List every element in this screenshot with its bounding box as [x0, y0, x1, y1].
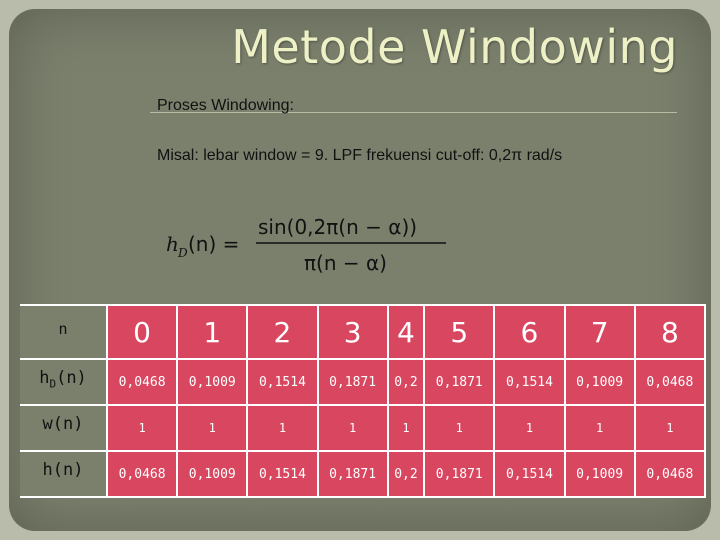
value-cell: 0,1871 — [318, 451, 388, 497]
impulse-response-formula — [166, 208, 466, 283]
n-value-cell: 8 — [635, 305, 705, 359]
row-label-hd — [20, 359, 107, 405]
value-cell: 0,1009 — [177, 359, 247, 405]
value-cell: 1 — [565, 405, 635, 451]
formula-graphic — [166, 208, 466, 283]
value-cell: 0,0468 — [107, 451, 177, 497]
n-value-cell: 1 — [177, 305, 247, 359]
value-cell: 0,1009 — [177, 451, 247, 497]
value-cell: 1 — [635, 405, 705, 451]
row-label-tail: (n) — [56, 368, 87, 388]
table-row — [20, 359, 705, 405]
table-header-row — [20, 305, 705, 359]
row-label-main: h — [39, 368, 50, 388]
window-table — [20, 304, 706, 498]
formula-lhs-sub: D — [178, 246, 188, 260]
table-row — [20, 451, 705, 497]
value-cell: 0,1009 — [565, 359, 635, 405]
n-value-cell: 7 — [565, 305, 635, 359]
value-cell: 0,1514 — [247, 451, 317, 497]
value-cell: 0,2 — [388, 359, 425, 405]
n-value-cell: 3 — [318, 305, 388, 359]
value-cell: 1 — [247, 405, 317, 451]
row-label-w — [20, 405, 107, 451]
n-value-cell: 2 — [247, 305, 317, 359]
n-value-cell: 6 — [494, 305, 564, 359]
value-cell: 0,0468 — [635, 359, 705, 405]
value-cell: 1 — [318, 405, 388, 451]
value-cell: 1 — [494, 405, 564, 451]
n-value-cell: 0 — [107, 305, 177, 359]
row-label-sub: D — [49, 377, 57, 391]
value-cell: 1 — [388, 405, 425, 451]
value-cell: 0,1871 — [424, 451, 494, 497]
row-label-main: w(n) — [42, 414, 84, 434]
value-cell: 0,0468 — [107, 359, 177, 405]
formula-lhs-arg: (n) = — [188, 232, 240, 256]
value-cell: 0,1871 — [318, 359, 388, 405]
row-label-n: n — [20, 305, 107, 359]
formula-lhs-main: h — [166, 232, 179, 256]
value-cell: 0,1514 — [494, 359, 564, 405]
table-row — [20, 405, 705, 451]
n-value-cell: 4 — [388, 305, 425, 359]
value-cell: 0,1871 — [424, 359, 494, 405]
value-cell: 1 — [107, 405, 177, 451]
value-cell: 0,0468 — [635, 451, 705, 497]
value-cell: 0,1514 — [494, 451, 564, 497]
row-label-main: h(n) — [42, 460, 84, 480]
value-cell: 1 — [177, 405, 247, 451]
formula-numerator: sin(0,2π(n − α)) — [258, 215, 418, 239]
row-label-h — [20, 451, 107, 497]
n-value-cell: 5 — [424, 305, 494, 359]
value-cell: 0,1009 — [565, 451, 635, 497]
formula-denominator: π(n − α) — [304, 251, 387, 275]
value-cell: 0,1514 — [247, 359, 317, 405]
value-cell: 0,2 — [388, 451, 425, 497]
section-heading: Proses Windowing: — [157, 97, 294, 114]
problem-description: Misal: lebar window = 9. LPF frekuensi cut-off: 0,2π rad/s — [157, 147, 563, 164]
slide-title: Metode Windowing — [231, 20, 678, 74]
value-cell: 1 — [424, 405, 494, 451]
